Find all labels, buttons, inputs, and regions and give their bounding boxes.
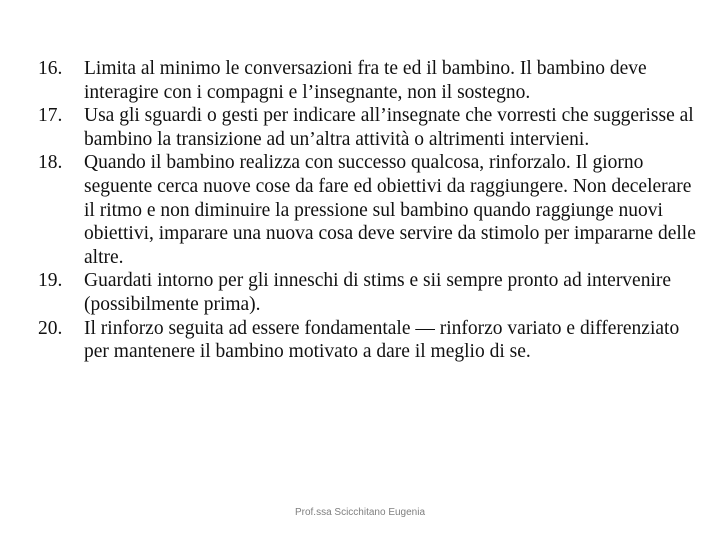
list-item-number: 19.	[38, 270, 63, 292]
list-item	[38, 104, 698, 151]
list-item-number: 17.	[38, 105, 63, 127]
list-item-number: 16.	[38, 58, 63, 79]
list-item	[38, 317, 698, 364]
numbered-list	[38, 57, 698, 364]
list-item-text: Il rinforzo seguita ad essere fondamentale — rinforzo variato e differenziato per mantenere il bambino motivato a dare il meglio di se.	[84, 317, 680, 363]
list-item-text: Limita al minimo le conversazioni fra te ed il bambino. Il bambino deve interagire con i compagni e l’insegnante, non il sostegno.	[84, 58, 647, 103]
list-item-text: Guardati intorno per gli inneschi di stims e sii sempre pronto ad intervenire (possibilmente prima).	[84, 270, 672, 315]
list-item	[38, 57, 698, 104]
list-item	[38, 151, 698, 269]
list-item-number: 20.	[38, 317, 63, 339]
list-item-number: 18.	[38, 152, 63, 174]
list-item-text: Usa gli sguardi o gesti per indicare all’insegnate che vorresti che suggerisse al bambino la transizione ad un’altra attività o altrimenti intervieni.	[84, 105, 694, 150]
slide-footer: Prof.ssa Scicchitano Eugenia	[294, 507, 426, 518]
list-item-text: Quando il bambino realizza con successo qualcosa, rinforzalo. Il giorno seguente cerca nuove cose da fare ed obiettivi da raggiungere. Non decelerare il ritmo e non diminuire la pressione sul bambino quando raggiunge nuovi obiettivi, imparare una nuova cosa deve servire da stimolo per impararne delle altre.	[84, 152, 696, 268]
list-item	[38, 269, 698, 316]
